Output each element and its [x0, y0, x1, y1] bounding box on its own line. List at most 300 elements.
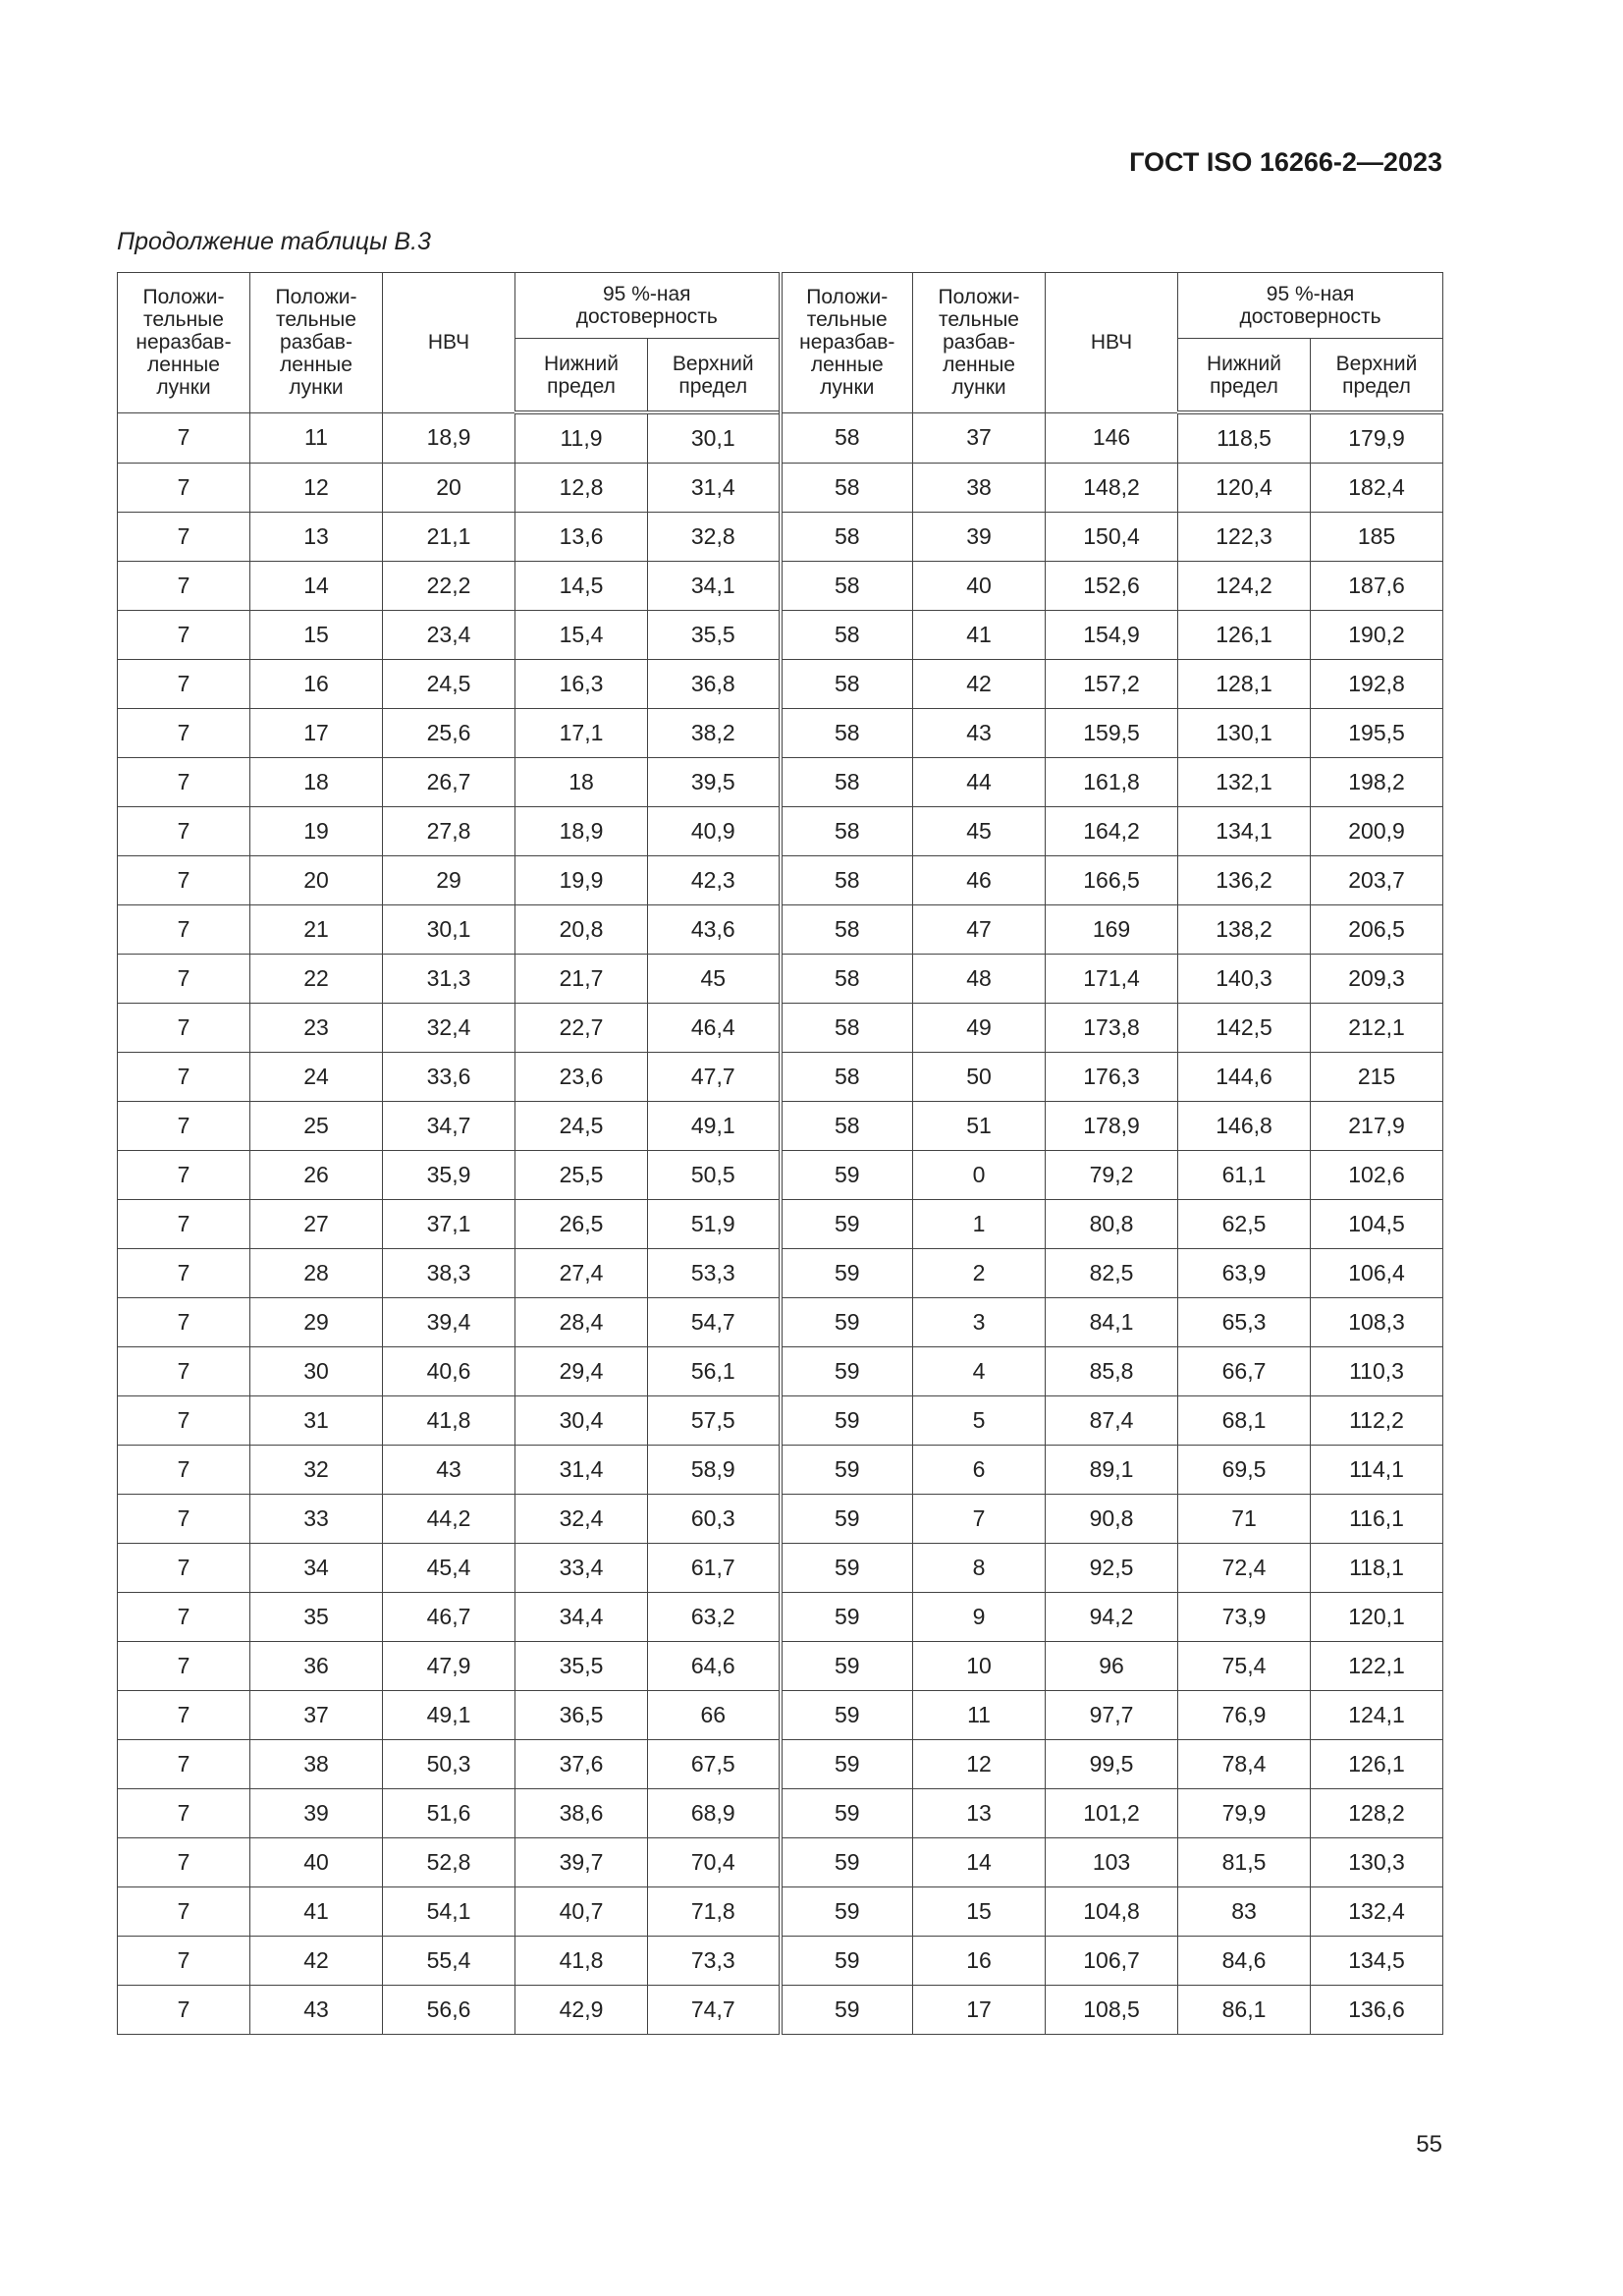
table-cell: 31,4	[648, 464, 781, 513]
table-cell: 120,4	[1178, 464, 1311, 513]
table-cell: 134,5	[1311, 1937, 1443, 1986]
table-cell: 101,2	[1046, 1789, 1178, 1838]
table-cell: 27	[250, 1200, 383, 1249]
table-cell: 59	[781, 1593, 913, 1642]
table-cell: 190,2	[1311, 611, 1443, 660]
table-cell: 21	[250, 905, 383, 955]
table-cell: 192,8	[1311, 660, 1443, 709]
table-cell: 28	[250, 1249, 383, 1298]
table-cell: 13	[250, 513, 383, 562]
table-cell: 7	[118, 709, 250, 758]
table-cell: 64,6	[648, 1642, 781, 1691]
table-cell: 37,1	[383, 1200, 515, 1249]
table-cell: 99,5	[1046, 1740, 1178, 1789]
table-cell: 37,6	[515, 1740, 648, 1789]
table-cell: 56,1	[648, 1347, 781, 1396]
table-cell: 30,1	[648, 412, 781, 464]
table-cell: 7	[118, 1446, 250, 1495]
table-cell: 33,4	[515, 1544, 648, 1593]
table-cell: 182,4	[1311, 464, 1443, 513]
table-cell: 59	[781, 1937, 913, 1986]
table-cell: 43	[383, 1446, 515, 1495]
table-cell: 7	[118, 1298, 250, 1347]
table-cell: 59	[781, 1986, 913, 2035]
table-cell: 7	[913, 1495, 1046, 1544]
table-row	[118, 1593, 1443, 1642]
table-cell: 34,1	[648, 562, 781, 611]
header-upper-limit: Верхний предел	[648, 339, 781, 413]
table-cell: 59	[781, 1151, 913, 1200]
table-cell: 166,5	[1046, 856, 1178, 905]
table-cell: 50,5	[648, 1151, 781, 1200]
table-cell: 41	[250, 1887, 383, 1937]
table-cell: 47	[913, 905, 1046, 955]
table-cell: 43,6	[648, 905, 781, 955]
table-row	[118, 1347, 1443, 1396]
table-row	[118, 1642, 1443, 1691]
table-cell: 41,8	[383, 1396, 515, 1446]
table-cell: 164,2	[1046, 807, 1178, 856]
table-cell: 29	[250, 1298, 383, 1347]
table-cell: 97,7	[1046, 1691, 1178, 1740]
table-row	[118, 1887, 1443, 1937]
table-cell: 18	[515, 758, 648, 807]
table-cell: 32,4	[383, 1004, 515, 1053]
table-cell: 38	[913, 464, 1046, 513]
table-cell: 92,5	[1046, 1544, 1178, 1593]
table-cell: 48	[913, 955, 1046, 1004]
table-cell: 24	[250, 1053, 383, 1102]
table-cell: 11	[913, 1691, 1046, 1740]
table-cell: 36,5	[515, 1691, 648, 1740]
table-row	[118, 1151, 1443, 1200]
table-cell: 8	[913, 1544, 1046, 1593]
table-cell: 79,9	[1178, 1789, 1311, 1838]
table-cell: 29,4	[515, 1347, 648, 1396]
table-cell: 58	[781, 955, 913, 1004]
table-cell: 159,5	[1046, 709, 1178, 758]
table-cell: 132,4	[1311, 1887, 1443, 1937]
table-cell: 59	[781, 1347, 913, 1396]
table-cell: 61,7	[648, 1544, 781, 1593]
table-cell: 7	[118, 807, 250, 856]
table-cell: 126,1	[1178, 611, 1311, 660]
table-cell: 76,9	[1178, 1691, 1311, 1740]
table-cell: 57,5	[648, 1396, 781, 1446]
table-cell: 51	[913, 1102, 1046, 1151]
table-cell: 52,8	[383, 1838, 515, 1887]
table-cell: 66,7	[1178, 1347, 1311, 1396]
table-cell: 118,5	[1178, 412, 1311, 464]
table-cell: 61,1	[1178, 1151, 1311, 1200]
table-cell: 24,5	[383, 660, 515, 709]
table-cell: 146	[1046, 412, 1178, 464]
table-cell: 78,4	[1178, 1740, 1311, 1789]
table-cell: 7	[118, 1838, 250, 1887]
table-cell: 73,3	[648, 1937, 781, 1986]
table-cell: 11,9	[515, 412, 648, 464]
table-cell: 45	[648, 955, 781, 1004]
table-row	[118, 1298, 1443, 1347]
table-cell: 217,9	[1311, 1102, 1443, 1151]
table-cell: 128,2	[1311, 1789, 1443, 1838]
table-cell: 124,2	[1178, 562, 1311, 611]
table-cell: 7	[118, 1151, 250, 1200]
table-cell: 122,3	[1178, 513, 1311, 562]
table-cell: 7	[118, 1544, 250, 1593]
table-cell: 53,3	[648, 1249, 781, 1298]
table-cell: 130,3	[1311, 1838, 1443, 1887]
table-row	[118, 758, 1443, 807]
table-row	[118, 1937, 1443, 1986]
table-cell: 178,9	[1046, 1102, 1178, 1151]
table-cell: 185	[1311, 513, 1443, 562]
table-row	[118, 905, 1443, 955]
table-cell: 60,3	[648, 1495, 781, 1544]
table-cell: 7	[118, 1347, 250, 1396]
table-cell: 80,8	[1046, 1200, 1178, 1249]
table-cell: 12	[913, 1740, 1046, 1789]
table-row	[118, 807, 1443, 856]
table-cell: 73,9	[1178, 1593, 1311, 1642]
table-cell: 195,5	[1311, 709, 1443, 758]
table-cell: 12	[250, 464, 383, 513]
table-cell: 7	[118, 1642, 250, 1691]
table-cell: 74,7	[648, 1986, 781, 2035]
header-confidence: 95 %-ная достоверность	[515, 273, 781, 339]
table-cell: 58	[781, 464, 913, 513]
table-cell: 17,1	[515, 709, 648, 758]
table-cell: 19	[250, 807, 383, 856]
table-cell: 59	[781, 1789, 913, 1838]
table-cell: 138,2	[1178, 905, 1311, 955]
table-cell: 140,3	[1178, 955, 1311, 1004]
table-cell: 35	[250, 1593, 383, 1642]
table-cell: 58	[781, 1053, 913, 1102]
table-cell: 108,5	[1046, 1986, 1178, 2035]
table-cell: 24,5	[515, 1102, 648, 1151]
table-cell: 75,4	[1178, 1642, 1311, 1691]
table-row	[118, 660, 1443, 709]
table-cell: 51,9	[648, 1200, 781, 1249]
header-lower-limit: Нижний предел	[515, 339, 648, 413]
table-cell: 150,4	[1046, 513, 1178, 562]
table-cell: 25	[250, 1102, 383, 1151]
table-cell: 5	[913, 1396, 1046, 1446]
table-cell: 27,4	[515, 1249, 648, 1298]
table-cell: 23	[250, 1004, 383, 1053]
table-cell: 157,2	[1046, 660, 1178, 709]
table-row	[118, 1249, 1443, 1298]
table-cell: 46,7	[383, 1593, 515, 1642]
table-cell: 58	[781, 807, 913, 856]
table-row	[118, 1691, 1443, 1740]
table-cell: 39	[250, 1789, 383, 1838]
table-cell: 30,1	[383, 905, 515, 955]
table-cell: 17	[250, 709, 383, 758]
table-cell: 45,4	[383, 1544, 515, 1593]
table-cell: 102,6	[1311, 1151, 1443, 1200]
table-cell: 215	[1311, 1053, 1443, 1102]
table-cell: 171,4	[1046, 955, 1178, 1004]
header-pos-diluted: Положи- тельные разбав- ленные лунки	[250, 273, 383, 413]
table-cell: 34,4	[515, 1593, 648, 1642]
table-cell: 25,6	[383, 709, 515, 758]
table-row	[118, 1053, 1443, 1102]
table-cell: 42,3	[648, 856, 781, 905]
table-row	[118, 1102, 1443, 1151]
table-cell: 79,2	[1046, 1151, 1178, 1200]
table-cell: 18	[250, 758, 383, 807]
table-cell: 124,1	[1311, 1691, 1443, 1740]
table-cell: 59	[781, 1495, 913, 1544]
table-cell: 25,5	[515, 1151, 648, 1200]
table-cell: 13	[913, 1789, 1046, 1838]
table-cell: 36	[250, 1642, 383, 1691]
table-cell: 65,3	[1178, 1298, 1311, 1347]
table-cell: 4	[913, 1347, 1046, 1396]
table-cell: 179,9	[1311, 412, 1443, 464]
table-cell: 37	[913, 412, 1046, 464]
table-cell: 7	[118, 464, 250, 513]
table-cell: 39,4	[383, 1298, 515, 1347]
table-cell: 18,9	[515, 807, 648, 856]
table-cell: 206,5	[1311, 905, 1443, 955]
table-cell: 118,1	[1311, 1544, 1443, 1593]
table-row	[118, 1446, 1443, 1495]
table-cell: 42	[913, 660, 1046, 709]
header-mpn: НВЧ	[1046, 273, 1178, 413]
table-cell: 69,5	[1178, 1446, 1311, 1495]
table-cell: 63,2	[648, 1593, 781, 1642]
table-cell: 7	[118, 1887, 250, 1937]
table-cell: 134,1	[1178, 807, 1311, 856]
table-cell: 7	[118, 1740, 250, 1789]
table-row	[118, 955, 1443, 1004]
table-cell: 154,9	[1046, 611, 1178, 660]
table-cell: 72,4	[1178, 1544, 1311, 1593]
table-cell: 10	[913, 1642, 1046, 1691]
table-cell: 31	[250, 1396, 383, 1446]
table-cell: 46,4	[648, 1004, 781, 1053]
document-header: ГОСТ ISO 16266-2—2023	[1129, 147, 1442, 177]
table-cell: 26,7	[383, 758, 515, 807]
table-cell: 54,7	[648, 1298, 781, 1347]
table-cell: 89,1	[1046, 1446, 1178, 1495]
table-cell: 59	[781, 1740, 913, 1789]
table-cell: 212,1	[1311, 1004, 1443, 1053]
table-cell: 56,6	[383, 1986, 515, 2035]
table-cell: 51,6	[383, 1789, 515, 1838]
header-confidence: 95 %-ная достоверность	[1178, 273, 1443, 339]
table-cell: 58	[781, 1102, 913, 1151]
table-cell: 30,4	[515, 1396, 648, 1446]
table-cell: 29	[383, 856, 515, 905]
table-cell: 7	[118, 1937, 250, 1986]
table-cell: 34,7	[383, 1102, 515, 1151]
table-cell: 58	[781, 412, 913, 464]
table-cell: 37	[250, 1691, 383, 1740]
table-cell: 7	[118, 1691, 250, 1740]
table-cell: 68,1	[1178, 1396, 1311, 1446]
table-cell: 59	[781, 1200, 913, 1249]
header-upper-limit: Верхний предел	[1311, 339, 1443, 413]
table-cell: 42,9	[515, 1986, 648, 2035]
table-cell: 22,2	[383, 562, 515, 611]
table-cell: 112,2	[1311, 1396, 1443, 1446]
table-cell: 96	[1046, 1642, 1178, 1691]
table-cell: 38,2	[648, 709, 781, 758]
table-cell: 106,7	[1046, 1937, 1178, 1986]
table-cell: 136,6	[1311, 1986, 1443, 2035]
table-cell: 203,7	[1311, 856, 1443, 905]
table-cell: 46	[913, 856, 1046, 905]
table-cell: 1	[913, 1200, 1046, 1249]
table-cell: 42	[250, 1937, 383, 1986]
table-cell: 20	[250, 856, 383, 905]
table-cell: 13,6	[515, 513, 648, 562]
table-cell: 7	[118, 513, 250, 562]
table-cell: 23,6	[515, 1053, 648, 1102]
table-cell: 58	[781, 1004, 913, 1053]
table-cell: 39	[913, 513, 1046, 562]
table-cell: 21,1	[383, 513, 515, 562]
table-cell: 30	[250, 1347, 383, 1396]
table-cell: 31,3	[383, 955, 515, 1004]
table-cell: 71	[1178, 1495, 1311, 1544]
data-table	[117, 272, 1443, 2035]
table-cell: 114,1	[1311, 1446, 1443, 1495]
table-cell: 136,2	[1178, 856, 1311, 905]
table-row	[118, 709, 1443, 758]
table-cell: 187,6	[1311, 562, 1443, 611]
table-cell: 40,9	[648, 807, 781, 856]
table-cell: 20,8	[515, 905, 648, 955]
table-cell: 38,6	[515, 1789, 648, 1838]
table-cell: 12,8	[515, 464, 648, 513]
table-cell: 41	[913, 611, 1046, 660]
table-cell: 17	[913, 1986, 1046, 2035]
table-cell: 209,3	[1311, 955, 1443, 1004]
table-row	[118, 856, 1443, 905]
table-body	[118, 412, 1443, 2035]
table-cell: 58	[781, 611, 913, 660]
table-cell: 59	[781, 1298, 913, 1347]
table-cell: 40	[913, 562, 1046, 611]
table-cell: 58	[781, 513, 913, 562]
table-cell: 67,5	[648, 1740, 781, 1789]
table-cell: 58	[781, 856, 913, 905]
table-cell: 9	[913, 1593, 1046, 1642]
table-cell: 58	[781, 660, 913, 709]
table-cell: 58	[781, 905, 913, 955]
table-cell: 7	[118, 1004, 250, 1053]
table-cell: 152,6	[1046, 562, 1178, 611]
table-cell: 84,1	[1046, 1298, 1178, 1347]
table-cell: 116,1	[1311, 1495, 1443, 1544]
table-cell: 7	[118, 758, 250, 807]
table-row	[118, 412, 1443, 464]
table-cell: 41,8	[515, 1937, 648, 1986]
table-row	[118, 1544, 1443, 1593]
table-cell: 142,5	[1178, 1004, 1311, 1053]
table-cell: 27,8	[383, 807, 515, 856]
table-cell: 33,6	[383, 1053, 515, 1102]
table-cell: 47,7	[648, 1053, 781, 1102]
table-cell: 47,9	[383, 1642, 515, 1691]
table-cell: 84,6	[1178, 1937, 1311, 1986]
table-cell: 7	[118, 1249, 250, 1298]
table-cell: 7	[118, 1200, 250, 1249]
table-cell: 18,9	[383, 412, 515, 464]
header-mpn: НВЧ	[383, 273, 515, 413]
table-cell: 83	[1178, 1887, 1311, 1937]
table-cell: 70,4	[648, 1838, 781, 1887]
table-cell: 3	[913, 1298, 1046, 1347]
table-cell: 26,5	[515, 1200, 648, 1249]
table-cell: 68,9	[648, 1789, 781, 1838]
header-pos-diluted: Положи- тельные разбав- ленные лунки	[913, 273, 1046, 413]
table-cell: 7	[118, 1495, 250, 1544]
table-cell: 130,1	[1178, 709, 1311, 758]
table-cell: 35,9	[383, 1151, 515, 1200]
table-cell: 16,3	[515, 660, 648, 709]
table-cell: 44,2	[383, 1495, 515, 1544]
table-cell: 59	[781, 1691, 913, 1740]
table-cell: 59	[781, 1642, 913, 1691]
table-cell: 22,7	[515, 1004, 648, 1053]
table-cell: 104,8	[1046, 1887, 1178, 1937]
table-cell: 7	[118, 1396, 250, 1446]
table-cell: 59	[781, 1544, 913, 1593]
table-cell: 2	[913, 1249, 1046, 1298]
table-cell: 200,9	[1311, 807, 1443, 856]
table-cell: 7	[118, 905, 250, 955]
table-cell: 103	[1046, 1838, 1178, 1887]
table-cell: 38	[250, 1740, 383, 1789]
table-cell: 6	[913, 1446, 1046, 1495]
table-cell: 7	[118, 562, 250, 611]
table-cell: 169	[1046, 905, 1178, 955]
table-row	[118, 1004, 1443, 1053]
table-cell: 21,7	[515, 955, 648, 1004]
table-cell: 40,6	[383, 1347, 515, 1396]
table-cell: 7	[118, 1053, 250, 1102]
table-cell: 146,8	[1178, 1102, 1311, 1151]
table-cell: 173,8	[1046, 1004, 1178, 1053]
table-row	[118, 562, 1443, 611]
table-cell: 55,4	[383, 1937, 515, 1986]
table-cell: 58	[781, 758, 913, 807]
table-cell: 11	[250, 412, 383, 464]
table-cell: 26	[250, 1151, 383, 1200]
table-cell: 15	[913, 1887, 1046, 1937]
table-cell: 39,7	[515, 1838, 648, 1887]
table-cell: 59	[781, 1249, 913, 1298]
table-cell: 86,1	[1178, 1986, 1311, 2035]
table-row	[118, 1396, 1443, 1446]
table-cell: 32	[250, 1446, 383, 1495]
table-cell: 59	[781, 1396, 913, 1446]
table-cell: 44	[913, 758, 1046, 807]
table-cell: 71,8	[648, 1887, 781, 1937]
header-lower-limit: Нижний предел	[1178, 339, 1311, 413]
table-cell: 58	[781, 709, 913, 758]
table-cell: 198,2	[1311, 758, 1443, 807]
table-cell: 132,1	[1178, 758, 1311, 807]
table-cell: 7	[118, 412, 250, 464]
table-cell: 59	[781, 1446, 913, 1495]
